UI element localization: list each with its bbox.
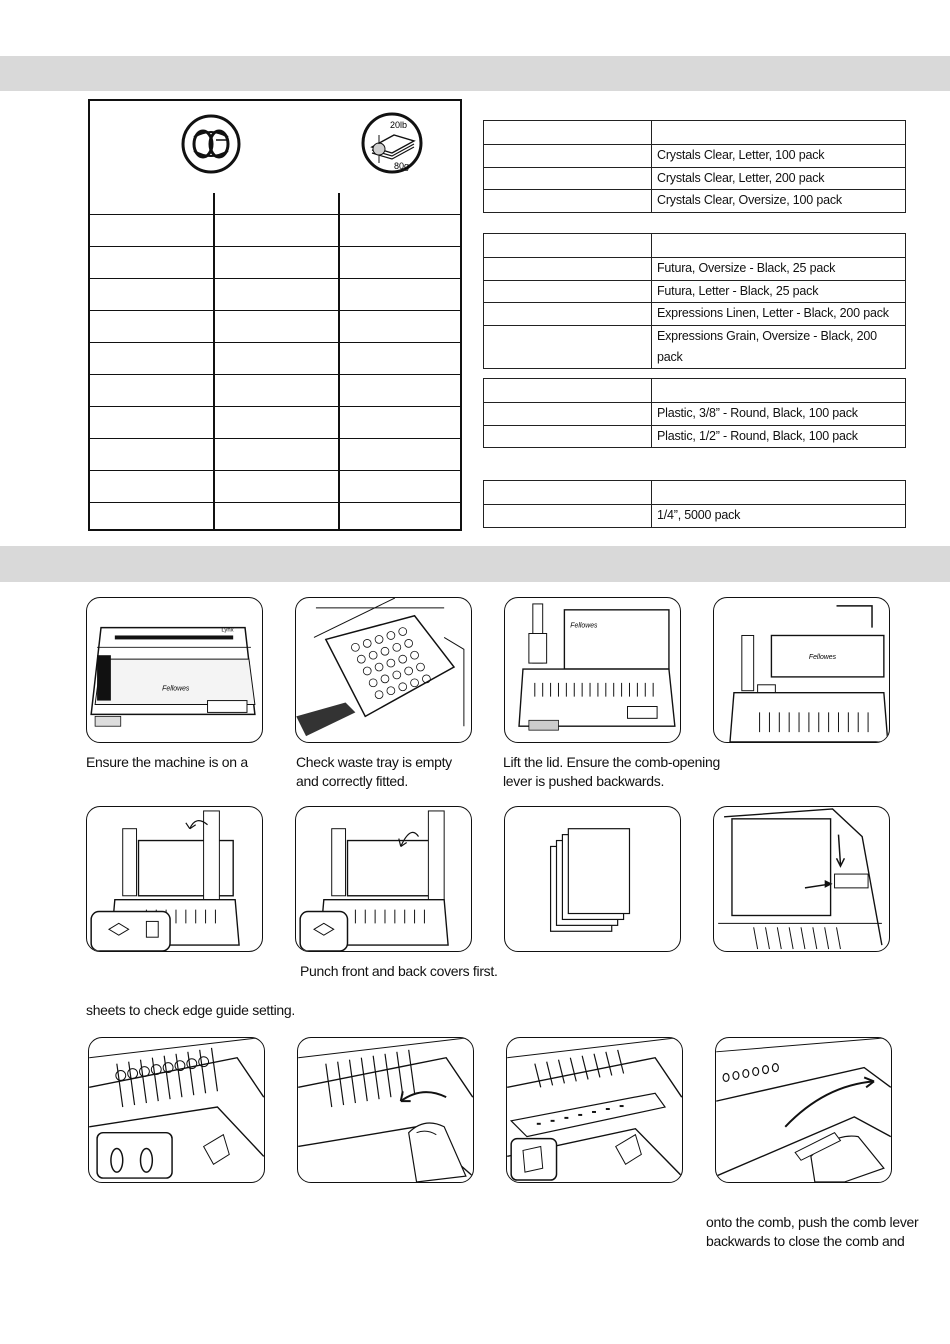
table-cell: Crystals Clear, Letter, 200 pack	[652, 167, 906, 190]
table-cell: Plastic, 3/8” - Round, Black, 100 pack	[652, 403, 906, 426]
comb-rings-icon	[180, 113, 242, 175]
step-caption: Punch front and back covers first.	[300, 963, 498, 979]
capacity-grid	[90, 197, 460, 534]
table-cell: Futura, Letter - Black, 25 pack	[652, 280, 906, 303]
table-row	[90, 197, 460, 214]
other-table	[483, 480, 906, 528]
table-cell: Crystals Clear, Oversize, 100 pack	[652, 190, 906, 213]
paper-stack-illustration	[504, 806, 681, 952]
table-cell: Expressions Grain, Oversize - Black, 200 pack	[652, 325, 906, 368]
table-row	[90, 470, 460, 502]
step-caption: Lift the lid. Ensure the comb-opening lever is pushed backwards.	[503, 754, 720, 789]
table-cell: Plastic, 1/2” - Round, Black, 100 pack	[652, 425, 906, 448]
table-row	[90, 214, 460, 246]
punch-sheets-illustration	[713, 806, 890, 952]
lid-lifted-illustration	[504, 597, 681, 743]
covers-clear-table	[483, 120, 906, 213]
table-cell: Expressions Linen, Letter - Black, 200 pack	[652, 303, 906, 326]
paper-insert-illustration	[86, 806, 263, 952]
table-cell: 1/4”, 5000 pack	[652, 505, 906, 528]
machine-overview-illustration	[86, 597, 263, 743]
covers-board-table	[483, 233, 906, 369]
comb-close-illustration	[715, 1037, 892, 1183]
table-row	[90, 342, 460, 374]
table-row	[90, 278, 460, 310]
combs-table	[483, 378, 906, 448]
cover-punch-illustration	[295, 806, 472, 952]
edge-guide-illustration	[713, 597, 890, 743]
step-caption: Check waste tray is empty and correctly fitted.	[296, 754, 452, 789]
table-cell: Crystals Clear, Letter, 100 pack	[652, 145, 906, 168]
comb-open-illustration	[88, 1037, 265, 1183]
table-row	[90, 406, 460, 438]
table-row	[90, 374, 460, 406]
brand-label: Fellowes	[808, 654, 837, 662]
brand-label: Fellowes	[570, 622, 598, 630]
section-header-band	[0, 546, 950, 582]
waste-tray-illustration	[295, 597, 472, 743]
step-note: sheets to check edge guide setting.	[86, 1002, 295, 1018]
brand-label: Fellowes	[162, 685, 190, 693]
table-row	[90, 310, 460, 342]
comb-lever-illustration	[297, 1037, 474, 1183]
model-label: Lynx	[221, 627, 234, 634]
section-header-band	[0, 56, 950, 91]
step-caption: onto the comb, push the comb lever backwards to close the comb and	[706, 1214, 919, 1249]
paper-weight-bottom: 80g	[394, 161, 410, 171]
step-caption: Ensure the machine is on a	[86, 754, 248, 770]
table-cell: Futura, Oversize - Black, 25 pack	[652, 258, 906, 281]
document-load-illustration	[506, 1037, 683, 1183]
paper-weight-top: 20lb	[390, 120, 408, 130]
capacity-table	[88, 99, 462, 531]
paper-stack-icon	[360, 111, 424, 175]
table-row	[90, 246, 460, 278]
table-row	[90, 438, 460, 470]
table-row	[90, 502, 460, 534]
